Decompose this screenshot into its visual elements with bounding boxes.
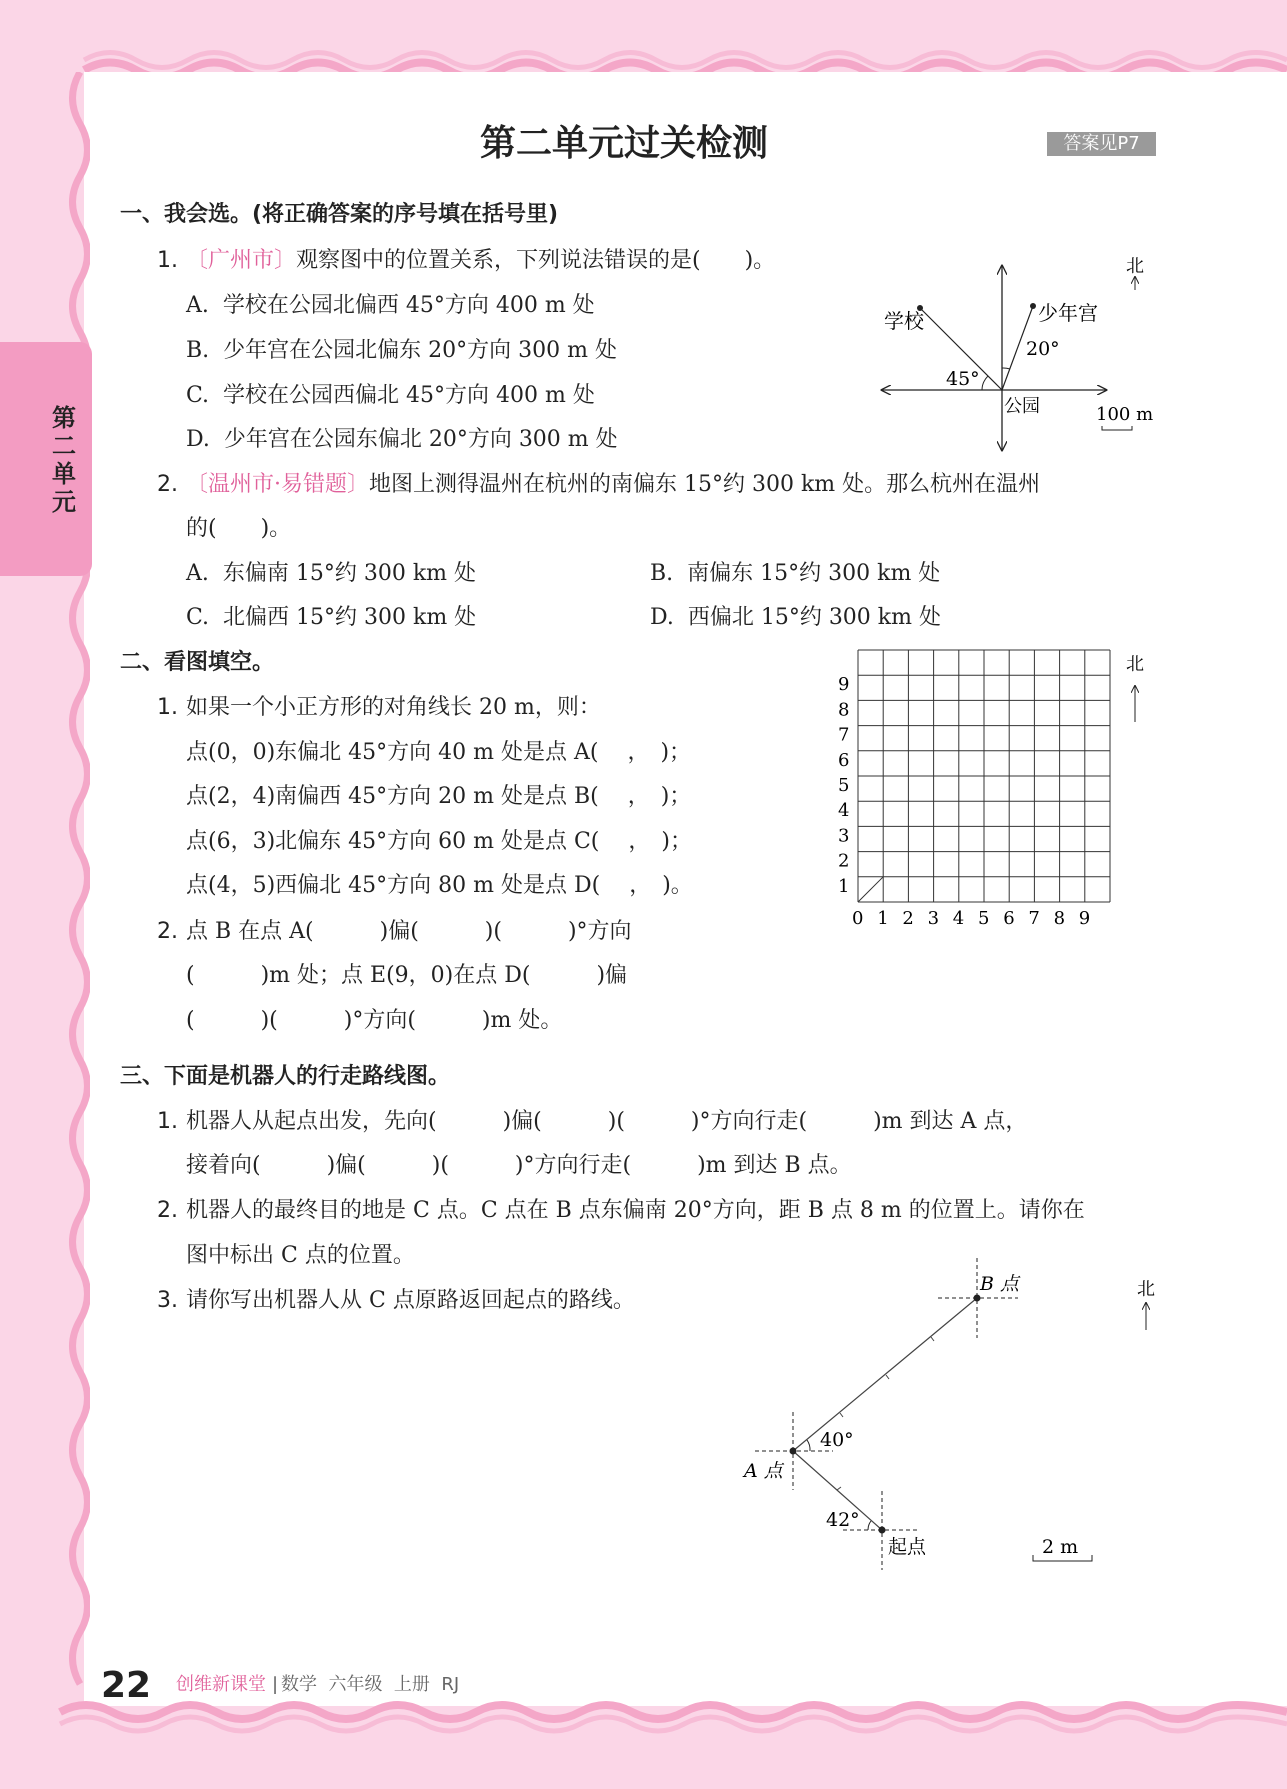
grid-x-tick: 5	[978, 908, 990, 929]
grid-x-tick: 3	[927, 908, 940, 929]
side-tab-label: 第二单元	[52, 404, 76, 516]
grid-y-tick: 5	[838, 775, 850, 796]
s2-q2-line: ( )( )°方向( )m 处。	[186, 1008, 563, 1033]
q1-option-b: B. 少年宫在公园北偏东 20°方向 300 m 处	[186, 338, 617, 363]
s2-q2-number: 2.	[157, 919, 178, 944]
section1-heading: 一、我会选。(将正确答案的序号填在括号里)	[120, 202, 559, 227]
diagram1-north: 北	[1126, 256, 1144, 277]
q1-source-tag: 〔广州市〕	[186, 248, 297, 273]
footer-brand: 创维新课堂	[176, 1674, 266, 1695]
label-point-b: B 点	[980, 1273, 1020, 1295]
q1-text: 观察图中的位置关系，下列说法错误的是( )。	[296, 248, 776, 273]
label-angle-42: 42°	[826, 1509, 860, 1531]
unit-side-tab	[0, 342, 92, 576]
q1-number: 1.	[157, 248, 178, 273]
s2-q1-line: 点(6，3)北偏东 45°方向 60 m 处是点 C( ， )；	[186, 829, 692, 854]
q2-number: 2.	[157, 472, 178, 497]
s3-q1-line: 接着向( )偏( )( )°方向行走( )m 到达 B 点。	[186, 1153, 852, 1178]
point-a-marker	[790, 1448, 797, 1455]
section2-heading: 二、看图填空。	[120, 650, 275, 675]
bottom-wave-border	[0, 1700, 1287, 1740]
grid-x-tick: 2	[902, 908, 914, 929]
start-point-marker	[879, 1527, 886, 1534]
grid-y-tick: 9	[838, 674, 850, 696]
q2-text: 地图上测得温州在杭州的南偏东 15°约 300 km 处。那么杭州在温州	[369, 472, 1041, 497]
footer-book-info: 数学 六年级 上册 RJ	[281, 1674, 460, 1695]
diagram1-scale: 100 m	[1096, 404, 1154, 425]
diagram1-youth-palace: 少年宫	[1038, 301, 1098, 325]
s3-q3-number: 3.	[157, 1288, 178, 1313]
grid-north: 北	[1126, 654, 1144, 675]
grid-x-tick: 6	[1003, 908, 1015, 929]
s2-q1-line: 点(4，5)西偏北 45°方向 80 m 处是点 D( ， )。	[186, 873, 693, 898]
s2-q1-number: 1.	[157, 695, 178, 720]
left-wave-border	[50, 72, 90, 1712]
q2-option-a: A. 东偏南 15°约 300 km 处	[186, 561, 477, 586]
section3-heading: 三、下面是机器人的行走路线图。	[120, 1064, 451, 1089]
grid-y-tick: 4	[838, 800, 850, 822]
footer-divider: |	[272, 1674, 279, 1695]
grid-x-tick: 7	[1028, 908, 1040, 929]
q2-source-tag: 〔温州市·易错题〕	[186, 472, 369, 497]
q2-text-cont: 的( )。	[186, 516, 292, 541]
s2-q1-line: 如果一个小正方形的对角线长 20 m，则：	[186, 695, 601, 720]
s3-q2-line: 图中标出 C 点的位置。	[186, 1243, 415, 1268]
q2-option-d: D. 西偏北 15°约 300 km 处	[650, 605, 941, 630]
page-title: 第二单元过关检测	[480, 123, 769, 164]
s2-q1-line: 点(2，4)南偏西 45°方向 20 m 处是点 B( ， )；	[186, 784, 692, 809]
s3-q3-line: 请你写出机器人从 C 点原路返回起点的路线。	[186, 1288, 635, 1313]
diagram1-park: 公园	[1004, 396, 1040, 417]
s2-q2-line: ( )m 处；点 E(9，0)在点 D( )偏	[186, 963, 628, 988]
diagram1-angle-45: 45°	[946, 368, 980, 390]
label-start: 起点	[888, 1536, 927, 1558]
grid-x-tick: 9	[1078, 908, 1091, 929]
s2-q1-line: 点(0，0)东偏北 45°方向 40 m 处是点 A( ， )；	[186, 740, 692, 765]
grid-y-tick: 1	[838, 875, 850, 897]
grid-y-tick: 6	[838, 749, 850, 771]
q1-option-c: C. 学校在公园西偏北 45°方向 400 m 处	[186, 383, 595, 408]
grid-y-tick: 3	[838, 825, 850, 847]
coordinate-grid	[830, 640, 1170, 930]
diagram1-angle-20: 20°	[1026, 338, 1060, 360]
s3-q1-number: 1.	[157, 1109, 178, 1134]
q1-position-diagram	[870, 250, 1160, 460]
s3-q2-line: 机器人的最终目的地是 C 点。C 点在 B 点东偏南 20°方向，距 B 点 8 m 的位置上。请你在	[186, 1198, 1085, 1223]
page-number: 22	[101, 1665, 152, 1706]
q1-option-a: A. 学校在公园北偏西 45°方向 400 m 处	[186, 293, 595, 318]
q1-option-d: D. 少年宫在公园东偏北 20°方向 300 m 处	[186, 427, 618, 452]
answer-reference-badge: 答案见P7	[1047, 132, 1156, 156]
grid-x-tick: 0	[852, 908, 864, 929]
grid-x-tick: 8	[1053, 908, 1066, 929]
s3-q1-line: 机器人从起点出发，先向( )偏( )( )°方向行走( )m 到达 A 点，	[186, 1109, 1028, 1134]
s2-q2-line: 点 B 在点 A( )偏( )( )°方向	[186, 919, 632, 944]
q1-question	[186, 250, 775, 272]
route-scale-label: 2 m	[1042, 1536, 1079, 1558]
grid-diagonal	[858, 877, 883, 902]
label-angle-40: 40°	[820, 1429, 854, 1451]
point-b-marker	[974, 1295, 981, 1302]
q2-option-b: B. 南偏东 15°约 300 km 处	[650, 561, 941, 586]
grid-y-tick: 7	[838, 724, 850, 746]
grid-x-tick: 1	[877, 908, 889, 929]
grid-y-tick: 2	[838, 850, 850, 872]
q2-question	[186, 474, 1040, 496]
s3-q2-number: 2.	[157, 1198, 178, 1223]
diagram1-school: 学校	[884, 309, 924, 333]
label-point-a: A 点	[744, 1460, 783, 1482]
route-north: 北	[1137, 1279, 1155, 1300]
robot-route-diagram	[730, 1250, 1170, 1590]
grid-x-tick: 4	[952, 908, 965, 929]
grid-y-tick: 8	[838, 699, 850, 721]
q2-option-c: C. 北偏西 15°约 300 km 处	[186, 605, 477, 630]
